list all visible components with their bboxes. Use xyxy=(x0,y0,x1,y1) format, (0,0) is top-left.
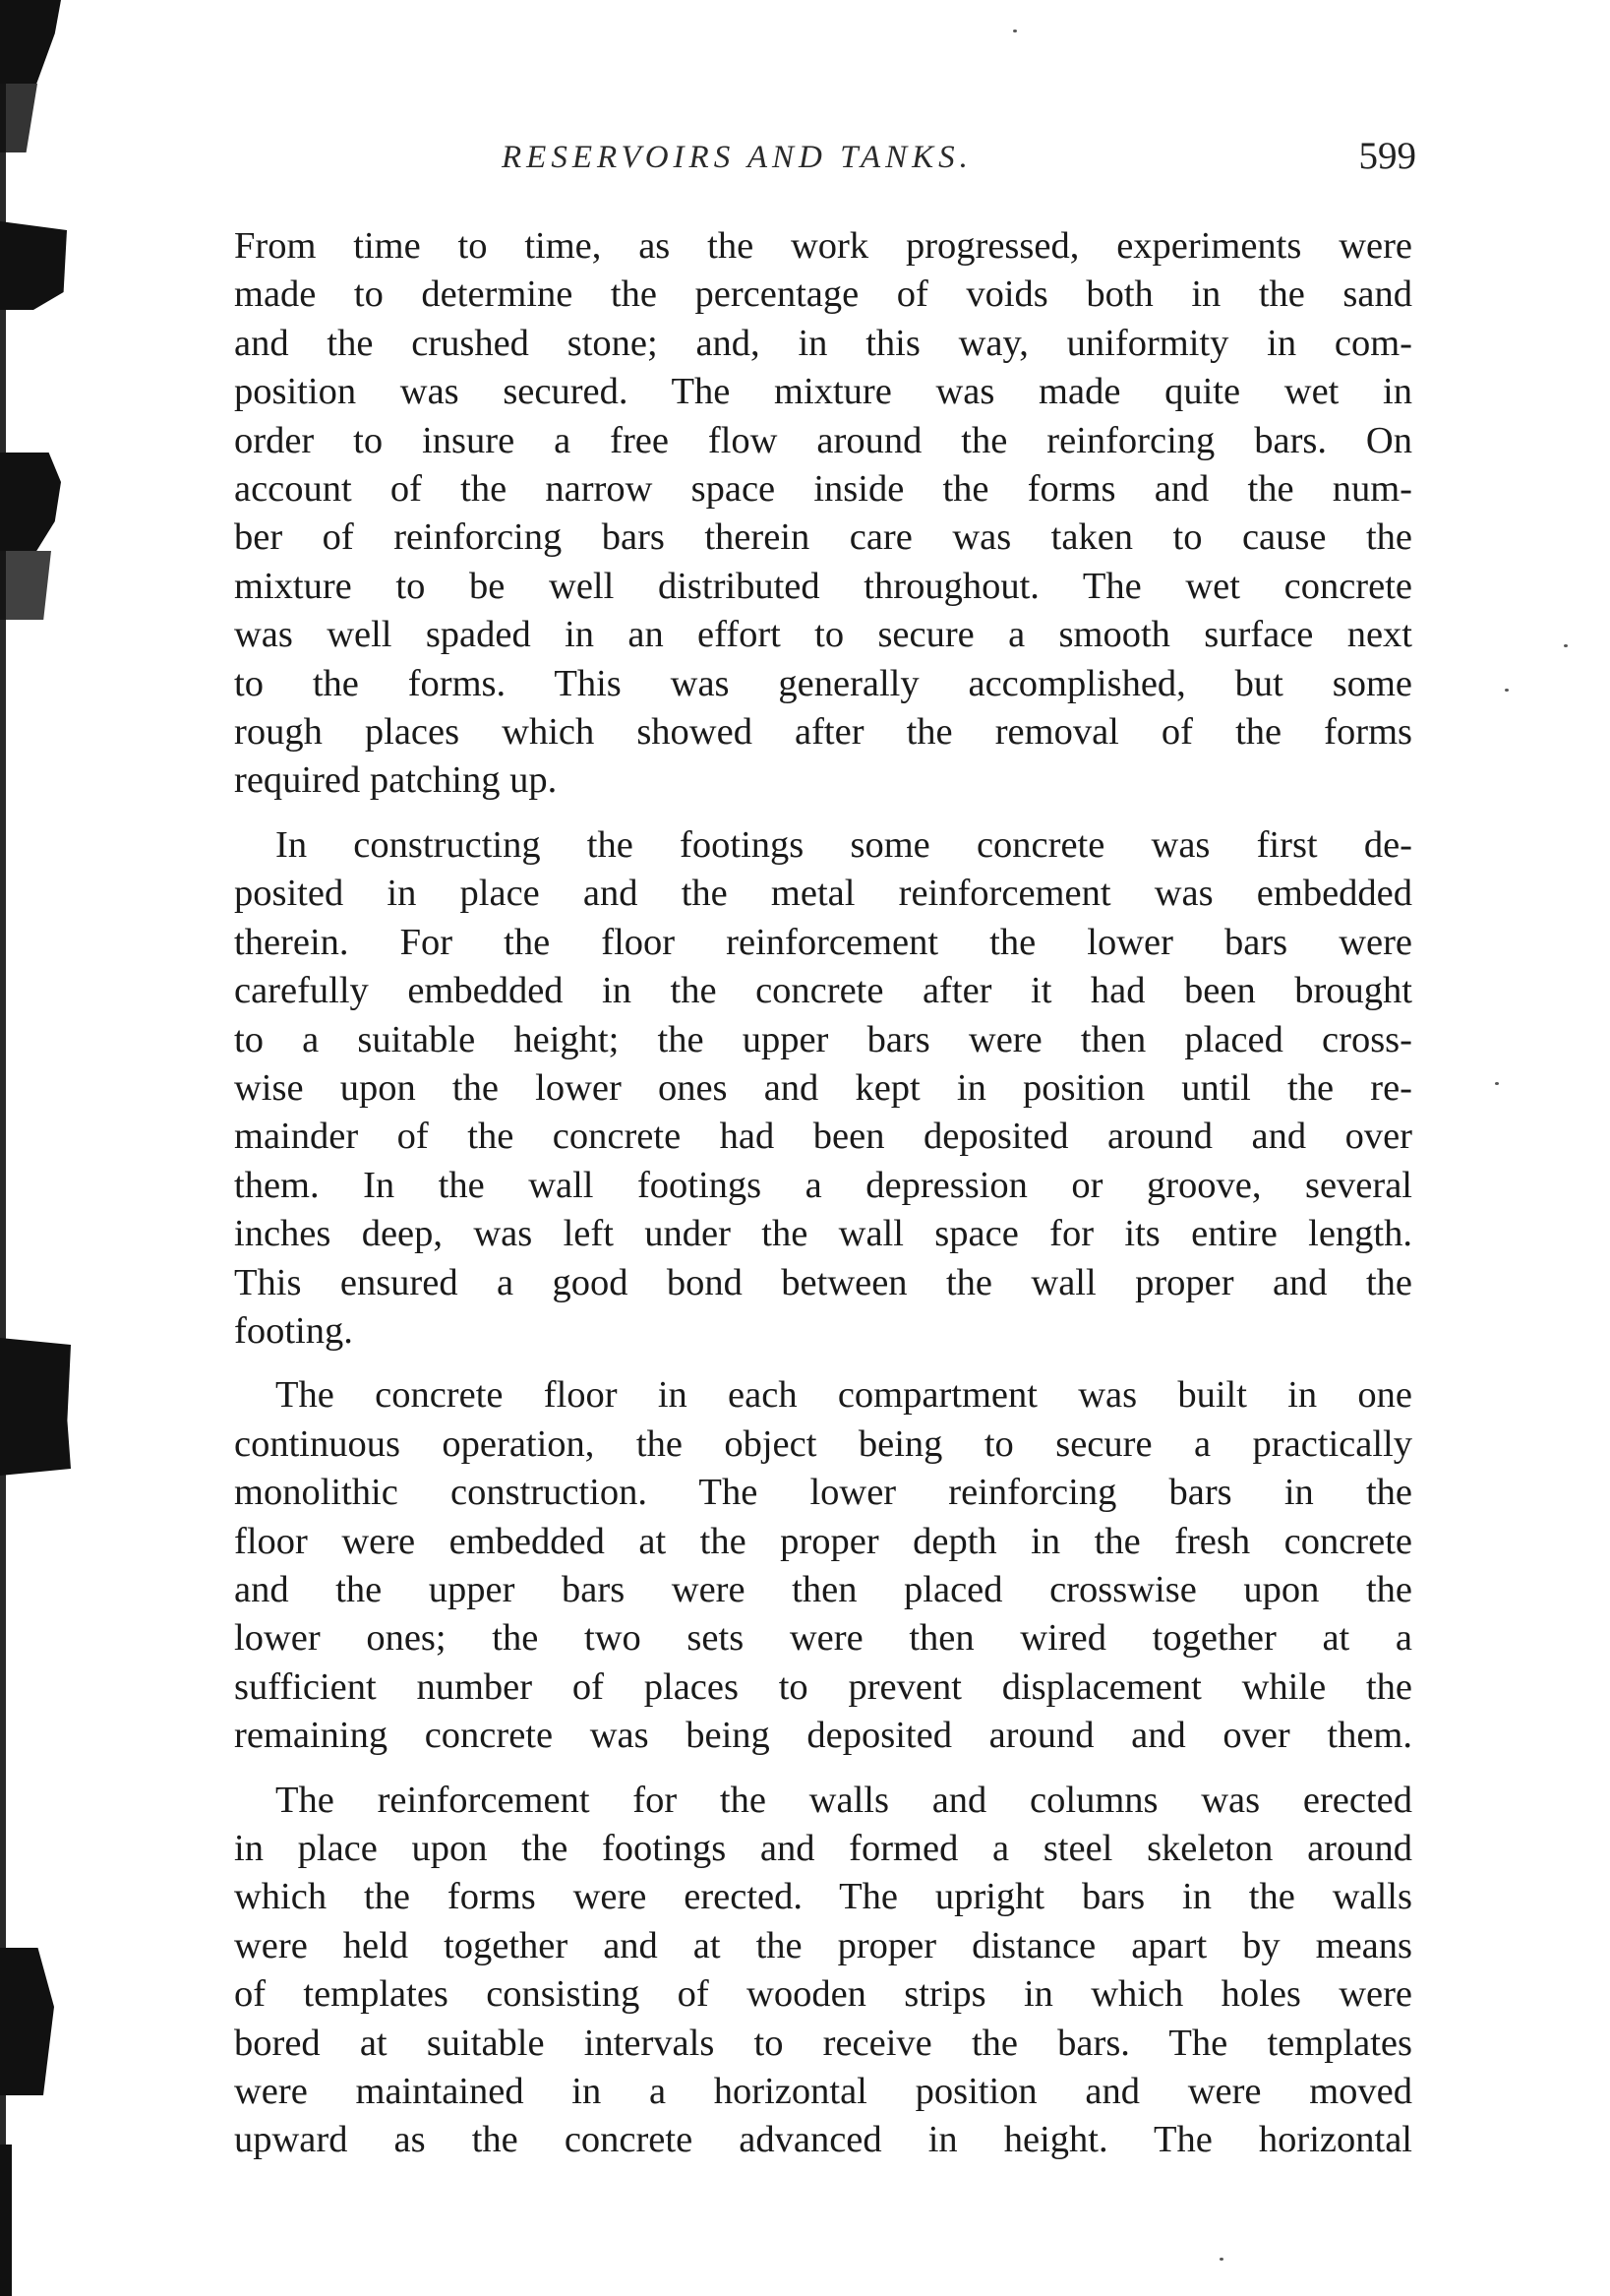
scan-artifact xyxy=(0,84,37,152)
text-line: posited in place and the metal reinforcement was embedded xyxy=(234,873,1412,915)
text-line: were maintained in a horizontal position and were moved xyxy=(234,2071,1412,2113)
text-line: made to determine the percentage of voids both in the sand xyxy=(234,273,1412,316)
page-header xyxy=(236,134,1416,193)
running-title: RESERVOIRS AND TANKS. xyxy=(502,140,973,175)
scan-speck xyxy=(1495,1082,1499,1085)
page-number: 599 xyxy=(1358,135,1416,177)
scan-speck xyxy=(1220,2258,1223,2261)
text-line: ber of reinforcing bars therein care was taken to cause the xyxy=(234,516,1412,559)
paragraph xyxy=(234,1777,1412,2165)
scan-speck xyxy=(1505,689,1509,692)
text-line: From time to time, as the work progressed, experiments were xyxy=(234,225,1412,267)
text-line: sufficient number of places to prevent displacement while the xyxy=(234,1665,1412,1708)
text-line: to a suitable height; the upper bars were then placed cross- xyxy=(234,1018,1412,1060)
text-line: and the crushed stone; and, in this way, uniformity in com- xyxy=(234,322,1412,364)
text-line: them. In the wall footings a depression or groove, several xyxy=(234,1164,1412,1206)
text-line: position was secured. The mixture was made quite wet in xyxy=(234,371,1412,413)
text-line: and the upper bars were then placed crosswise upon the xyxy=(234,1568,1412,1610)
text-line: was well spaded in an effort to secure a smooth surface next xyxy=(234,614,1412,656)
text-line: wise upon the lower ones and kept in position until the re- xyxy=(234,1066,1412,1109)
text-line: rough places which showed after the removal of the forms xyxy=(234,711,1412,754)
text-line: in place upon the footings and formed a steel skeleton around xyxy=(234,1828,1412,1869)
scan-artifact xyxy=(0,1338,71,1476)
scan-speck xyxy=(1013,30,1017,32)
scan-speck xyxy=(1564,644,1568,647)
text-line: In constructing the footings some concrete was first de- xyxy=(275,823,1412,866)
text-line: This ensured a good bond between the wall proper and the xyxy=(234,1261,1412,1303)
text-line: which the forms were erected. The upright bars in the walls xyxy=(234,1876,1412,1918)
text-line: remaining concrete was being deposited around and over them. xyxy=(234,1715,1412,1757)
scan-artifact xyxy=(0,1948,54,2095)
text-line: The reinforcement for the walls and columns was erected xyxy=(275,1779,1412,1821)
text-line: mainder of the concrete had been deposited around and over xyxy=(234,1116,1412,1158)
text-line: mixture to be well distributed throughout. The wet concrete xyxy=(234,565,1412,607)
body-text xyxy=(234,222,1412,2181)
text-line: lower ones; the two sets were then wired together at a xyxy=(234,1617,1412,1660)
text-line: monolithic construction. The lower reinforcing bars in the xyxy=(234,1472,1412,1514)
scan-artifact xyxy=(0,2145,12,2296)
scan-artifact xyxy=(0,0,61,84)
text-line: bored at suitable intervals to receive the bars. The templates xyxy=(234,2022,1412,2064)
text-line: inches deep, was left under the wall space for its entire length. xyxy=(234,1213,1412,1255)
text-line: The concrete floor in each compartment was built in one xyxy=(275,1374,1412,1417)
text-line: account of the narrow space inside the forms and the num- xyxy=(234,468,1412,511)
paragraph xyxy=(234,222,1412,806)
text-line: order to insure a free flow around the reinforcing bars. On xyxy=(234,419,1412,461)
text-line: of templates consisting of wooden strips in which holes were xyxy=(234,1973,1412,2016)
text-line: upward as the concrete advanced in height. The horizontal xyxy=(234,2119,1412,2161)
paragraph xyxy=(234,1371,1412,1760)
scan-artifact xyxy=(0,551,51,620)
text-line: to the forms. This was generally accomplished, but some xyxy=(234,662,1412,704)
scan-artifact xyxy=(0,453,61,551)
text-line: floor were embedded at the proper depth in the fresh concrete xyxy=(234,1520,1412,1562)
text-line: footing. xyxy=(234,1309,353,1352)
scan-artifact xyxy=(0,221,67,310)
text-line: were held together and at the proper distance apart by means xyxy=(234,1924,1412,1966)
paragraph xyxy=(234,821,1412,1356)
text-line: therein. For the floor reinforcement the lower bars were xyxy=(234,921,1412,963)
text-line: required patching up. xyxy=(234,759,558,802)
text-line: carefully embedded in the concrete after it had been brought xyxy=(234,970,1412,1012)
text-line: continuous operation, the object being to secure a practically xyxy=(234,1422,1412,1465)
